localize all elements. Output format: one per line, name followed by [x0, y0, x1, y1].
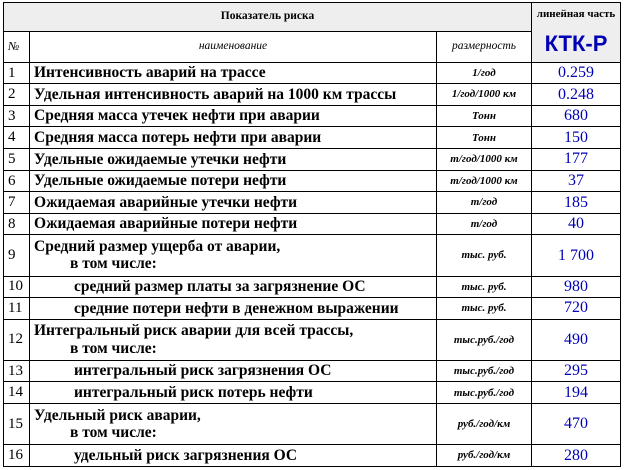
row-subtitle: в том числе:	[70, 255, 157, 273]
row-number: 10	[4, 276, 30, 298]
row-name: Интенсивность аварий на трассе	[30, 62, 437, 84]
row-unit: 1/год	[437, 62, 532, 84]
row-number: 5	[4, 149, 30, 171]
row-unit: тыс.руб./год	[437, 319, 532, 360]
row-name-cell	[30, 404, 437, 445]
row-name-cell	[30, 319, 437, 360]
row-number: 7	[4, 192, 30, 214]
row-subtitle: в том числе:	[70, 424, 157, 442]
table-row	[4, 62, 621, 84]
header-row-group	[4, 3, 621, 32]
row-value: 295	[532, 360, 621, 382]
header-linear-part: линейная часть	[536, 7, 616, 20]
row-number: 6	[4, 170, 30, 192]
table-row	[4, 127, 621, 149]
row-value: 680	[532, 105, 621, 127]
table-row	[4, 149, 621, 171]
row-unit: тыс. руб.	[437, 298, 532, 320]
row-name: интегральный риск загрязнения ОС	[30, 360, 437, 382]
header-risk-indicator: Показатель риска	[4, 3, 532, 32]
row-value: 150	[532, 127, 621, 149]
row-unit: т/год/1000 км	[437, 149, 532, 171]
row-value: 0.248	[532, 84, 621, 106]
row-name: Удельный риск аварии,	[34, 406, 201, 424]
header-number: №	[4, 31, 30, 62]
row-unit: тыс.руб./год	[437, 382, 532, 404]
row-value: 490	[532, 319, 621, 360]
row-name: Средняя масса потерь нефти при аварии	[30, 127, 437, 149]
row-number: 2	[4, 84, 30, 106]
table-row	[4, 235, 621, 276]
row-value: 0.259	[532, 62, 621, 84]
row-name: Удельные ожидаемые потери нефти	[30, 170, 437, 192]
row-value: 280	[532, 445, 621, 467]
table-row	[4, 213, 621, 235]
table-row	[4, 105, 621, 127]
row-value: 177	[532, 149, 621, 171]
row-unit: Тонн	[437, 127, 532, 149]
table-row	[4, 404, 621, 445]
row-number: 12	[4, 319, 30, 360]
table-row	[4, 360, 621, 382]
row-number: 1	[4, 62, 30, 84]
row-name: удельный риск загрязнения ОС	[30, 445, 437, 467]
row-name: Средний размер ущерба от аварии,	[34, 238, 281, 256]
row-number: 11	[4, 298, 30, 320]
row-value: 1 700	[532, 235, 621, 276]
row-unit: т/год	[437, 213, 532, 235]
row-name: Интегральный риск аварии для всей трассы,	[34, 322, 354, 340]
header-unit: размерность	[437, 31, 532, 62]
row-name: Удельная интенсивность аварий на 1000 км трассы	[30, 84, 437, 106]
row-name-cell	[30, 235, 437, 276]
row-number: 3	[4, 105, 30, 127]
row-number: 4	[4, 127, 30, 149]
row-number: 16	[4, 445, 30, 467]
table-row	[4, 84, 621, 106]
row-unit: т/год/1000 км	[437, 170, 532, 192]
row-value: 470	[532, 404, 621, 445]
row-number: 13	[4, 360, 30, 382]
row-value: 720	[532, 298, 621, 320]
row-unit: тыс. руб.	[437, 235, 532, 276]
table-row	[4, 382, 621, 404]
row-unit: т/год	[437, 192, 532, 214]
row-number: 14	[4, 382, 30, 404]
row-name: средний размер платы за загрязнение ОС	[30, 276, 437, 298]
row-subtitle: в том числе:	[70, 339, 157, 357]
row-number: 15	[4, 404, 30, 445]
row-unit: тыс. руб.	[437, 276, 532, 298]
row-value: 37	[532, 170, 621, 192]
row-name: Ожидаемая аварийные утечки нефти	[30, 192, 437, 214]
row-value: 40	[532, 213, 621, 235]
row-value: 980	[532, 276, 621, 298]
header-ktk-r: КТК-Р	[544, 31, 608, 57]
row-name: средние потери нефти в денежном выражении	[30, 298, 437, 320]
header-name: наименование	[30, 31, 437, 62]
table-row	[4, 298, 621, 320]
row-name: Ожидаемая аварийные потери нефти	[30, 213, 437, 235]
table-row	[4, 276, 621, 298]
row-value: 185	[532, 192, 621, 214]
row-unit: тыс.руб./год	[437, 360, 532, 382]
table-row	[4, 192, 621, 214]
row-value: 194	[532, 382, 621, 404]
risk-indicators-table	[3, 2, 621, 467]
table-row	[4, 319, 621, 360]
row-name: Удельные ожидаемые утечки нефти	[30, 149, 437, 171]
row-name: Средняя масса утечек нефти при аварии	[30, 105, 437, 127]
table-row	[4, 445, 621, 467]
row-unit: Тонн	[437, 105, 532, 127]
header-row-columns	[4, 31, 621, 62]
header-linear-part-cell	[532, 3, 621, 63]
table-row	[4, 170, 621, 192]
row-unit: 1/год/1000 км	[437, 84, 532, 106]
row-number: 8	[4, 213, 30, 235]
row-unit: руб./год/км	[437, 445, 532, 467]
row-name: интегральный риск потерь нефти	[30, 382, 437, 404]
row-unit: руб./год/км	[437, 404, 532, 445]
row-number: 9	[4, 235, 30, 276]
